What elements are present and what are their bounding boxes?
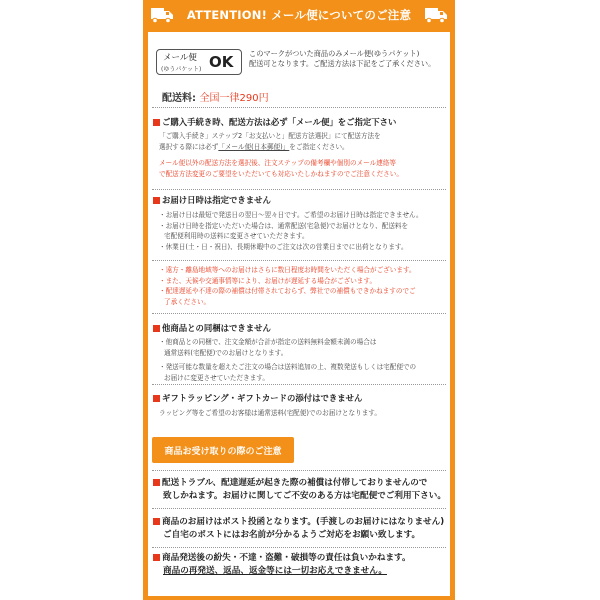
notice-text: ご自宅のポストにはお名前が分かるようご対応をお願い致します。 xyxy=(163,529,421,540)
heading-text: ギフトラッピング・ギフトカードの添付はできません xyxy=(162,393,363,403)
notice-text: 致しかねます。お届けに関してご不安のある方は宅配便でご利用下さい。 xyxy=(163,490,446,501)
fee-label: 配送料: xyxy=(162,93,196,104)
notice-text: 商品の再発送、返品、返金等には一切お応えできません。 xyxy=(163,565,387,576)
fee-value: 全国一律290円 xyxy=(199,93,269,104)
notice-text: 商品のお届けはポスト投函となります。(手渡しのお届けにはなりません) xyxy=(162,517,445,527)
divider xyxy=(152,470,446,471)
text-line: ・また、天候や交通事情等により、お届けが遅延する場合がございます。 xyxy=(159,276,377,285)
notice-text: 配送トラブル、配達遅延が起きた際の補償は付帯しておりませんので xyxy=(162,478,428,488)
text-line: ・他商品との同梱で、注文金額が合計が指定の送料無料金額未満の場合は xyxy=(159,338,377,346)
text-line: 通常送料(宅配便)でのお届けとなります。 xyxy=(164,348,288,357)
header-bar xyxy=(143,0,455,30)
text-line xyxy=(159,142,447,153)
delivery-truck-icon xyxy=(150,6,174,24)
divider xyxy=(152,189,446,190)
section-heading-gift xyxy=(153,392,362,404)
gift-text xyxy=(159,408,447,419)
text-line: メール便以外の配送方法を選択後、注文ステップの備考欄や個別のメール連絡等 xyxy=(159,159,396,167)
mark-description xyxy=(249,49,449,69)
text-line: ・発送可能な数量を超えたご注文の場合は送料追加の上、複数発送もしくは宅配便での xyxy=(159,363,417,371)
divider xyxy=(152,260,446,261)
text-line: ・お届け日は最短で発送日の翌日〜翌々日です。ご希望のお届け日時は指定できません。 xyxy=(159,211,423,219)
heading-text: お届け日時は指定できません xyxy=(162,195,271,205)
divider xyxy=(152,107,446,108)
mail-option-name: 「メール便(日本郵便)」 xyxy=(218,142,290,151)
square-bullet-icon xyxy=(153,197,160,204)
heading-text: ご購入手続き時、配送方法は必ず「メール便」をご指定下さい xyxy=(162,117,397,127)
text-line: で配送方法変更のご要望をいただいても対応いたしかねますのでご注意ください。 xyxy=(159,169,403,178)
notice-item-1 xyxy=(153,477,449,502)
divider xyxy=(152,313,446,314)
text-line: ・遠方・離島地域等へのお届けはさらに数日程度お時間をいただく場合がございます。 xyxy=(159,266,416,274)
divider xyxy=(152,547,446,548)
divider xyxy=(152,508,446,509)
square-bullet-icon xyxy=(153,554,160,561)
delivery-truck-icon xyxy=(424,6,448,24)
date-warning-text xyxy=(159,265,447,307)
header-title: ATTENTION! メール便についてのご注意 xyxy=(186,8,412,22)
square-bullet-icon xyxy=(153,479,160,486)
mark-ok-text: OK xyxy=(209,53,234,71)
section-heading-method xyxy=(153,116,396,128)
bundle-text xyxy=(159,337,447,383)
square-bullet-icon xyxy=(153,518,160,525)
section-heading-date xyxy=(153,194,271,206)
mark-desc-line: このマークがついた商品のみメール便(ゆうパケット) xyxy=(249,49,420,58)
notice-frame xyxy=(143,0,455,600)
content-panel xyxy=(148,32,450,596)
text-span: をご指定ください。 xyxy=(289,142,349,151)
shipping-fee xyxy=(162,89,269,104)
text-line: 「ご購入手続き」ステップ2「お支払いと」配送方法選択」にて配送方法を xyxy=(159,132,381,140)
text-line: ・お届け日時を指定いただいた場合は、通常配送(宅急便)でお届けとなり、配送料を xyxy=(159,221,409,230)
divider xyxy=(152,384,446,385)
text-line: 了承ください。 xyxy=(164,297,211,306)
text-line: ・休業日(土・日・祝日)、長期休暇中のご注文は次の営業日までに出荷となります。 xyxy=(159,242,408,251)
caution-label: 商品お受け取りの際のご注意 xyxy=(164,446,282,457)
method-text xyxy=(159,131,447,179)
square-bullet-icon xyxy=(153,395,160,402)
mark-desc-line: 配送可となります。ご配送方法は下記をご了承ください。 xyxy=(249,59,436,68)
notice-item-2 xyxy=(153,516,449,541)
heading-text: 他商品との同梱はできません xyxy=(162,323,271,333)
notice-text: 商品発送後の紛失・不達・盗難・破損等の責任は負いかねます。 xyxy=(162,553,411,563)
section-heading-bundle xyxy=(153,322,271,334)
text-line: お届けに変更させていただきます。 xyxy=(164,373,269,382)
text-span: 選択する際には必ず xyxy=(159,142,219,151)
mail-ok-mark xyxy=(156,49,242,75)
square-bullet-icon xyxy=(153,325,160,332)
square-bullet-icon xyxy=(153,119,160,126)
date-text xyxy=(159,210,447,252)
text-line: 宅配便利用時の送料に変更させていただきます。 xyxy=(164,232,309,240)
text-line: ・配達遅延や不達の際の補償は付帯されておらず、弊社での補償もできかねますのでご xyxy=(159,287,416,295)
caution-banner xyxy=(152,437,294,463)
mark-sublabel: (ゆうパケット) xyxy=(161,66,202,73)
text-line: ラッピング等をご希望のお客様は通常送料(宅配便)でのお届けとなります。 xyxy=(159,409,381,417)
mark-label: メール便 xyxy=(163,53,197,63)
notice-item-3 xyxy=(153,552,449,577)
